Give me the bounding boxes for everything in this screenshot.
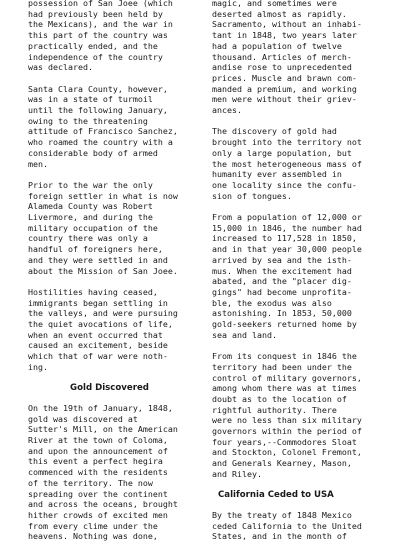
section-heading: Gold Discovered [70, 383, 149, 394]
left-column [28, 0, 191, 553]
paragraph: By the treaty of 1848 Mexico ceded California to the United States, and in the month of [212, 509, 362, 542]
paragraph: Prior to the war the only foreign settler in what is now Alameda County was Robert Livermore, and during the military occupation of the country there was only a handful of foreigners here, and they were settled in and about the Mission of San Joee. [28, 179, 178, 276]
right-column [212, 0, 375, 553]
paragraph: From a population of 12,000 or 15,000 in 1846, the number had increased to 117,528 in 1850, and in that year 30,000 people arrived by sea and the isth- mus. When the excitement had abated, and the "placer dig- gings" had become unprofita- ble, the exodus was also astonishing. In 1853, 50,000 gold-seekers returned home by sea and land. [212, 212, 362, 340]
paragraph: On the 19th of January, 1848, gold was discovered at Sutter's Mill, on the American River at the town of Coloma, and upon the announcement of this event a perfect hegira commenced with the residents of the territory. The now spreading over the continent and across the oceans, brought hither crowds of excited men from every clime under the heavens. Nothing was done, [28, 402, 178, 542]
paragraph: possession of San Joee (which had previously been held by the Mexicans), and the war in this part of the country was practically ended, and the independence of the country was declared. [28, 0, 173, 73]
paragraph: The discovery of gold had brought into the territory not only a large population, but the most heterogeneous mass of humanity ever assembled in one locality since the confu- sion of tongues. [212, 126, 362, 201]
paragraph: magic, and sometimes were deserted almost as rapidly. Sacramento, without an inhabi- tant in 1848, two years later had a population of twelve thousand. Articles of merch- andise rose to unprecedented prices. Muscle and brawn com- manded a premium, and working men were without their griev- ances. [212, 0, 362, 116]
section-heading: California Ceded to USA [218, 490, 334, 501]
paragraph: Santa Clara County, however, was in a state of turmoil until the following January, owing to the threatening attitude of Francisco Sanchez, who roamed the country with a considerable body of armed men. [28, 83, 178, 169]
paragraph: From its conquest in 1846 the territory had been under the control of military governors, among whom there was at times doubt as to the location of rightful authority. There were no less than six military governors within the period of four years,--Commodores Sloat and Stockton, Colonel Fremont, and Generals Kearney, Mason, and Riley. [212, 351, 362, 479]
paragraph: Hostilities having ceased, immigrants began settling in the valleys, and were pursuing the quiet avocations of life, when an event occurred that caused an excitement, beside which that of war were noth- ing. [28, 286, 178, 372]
